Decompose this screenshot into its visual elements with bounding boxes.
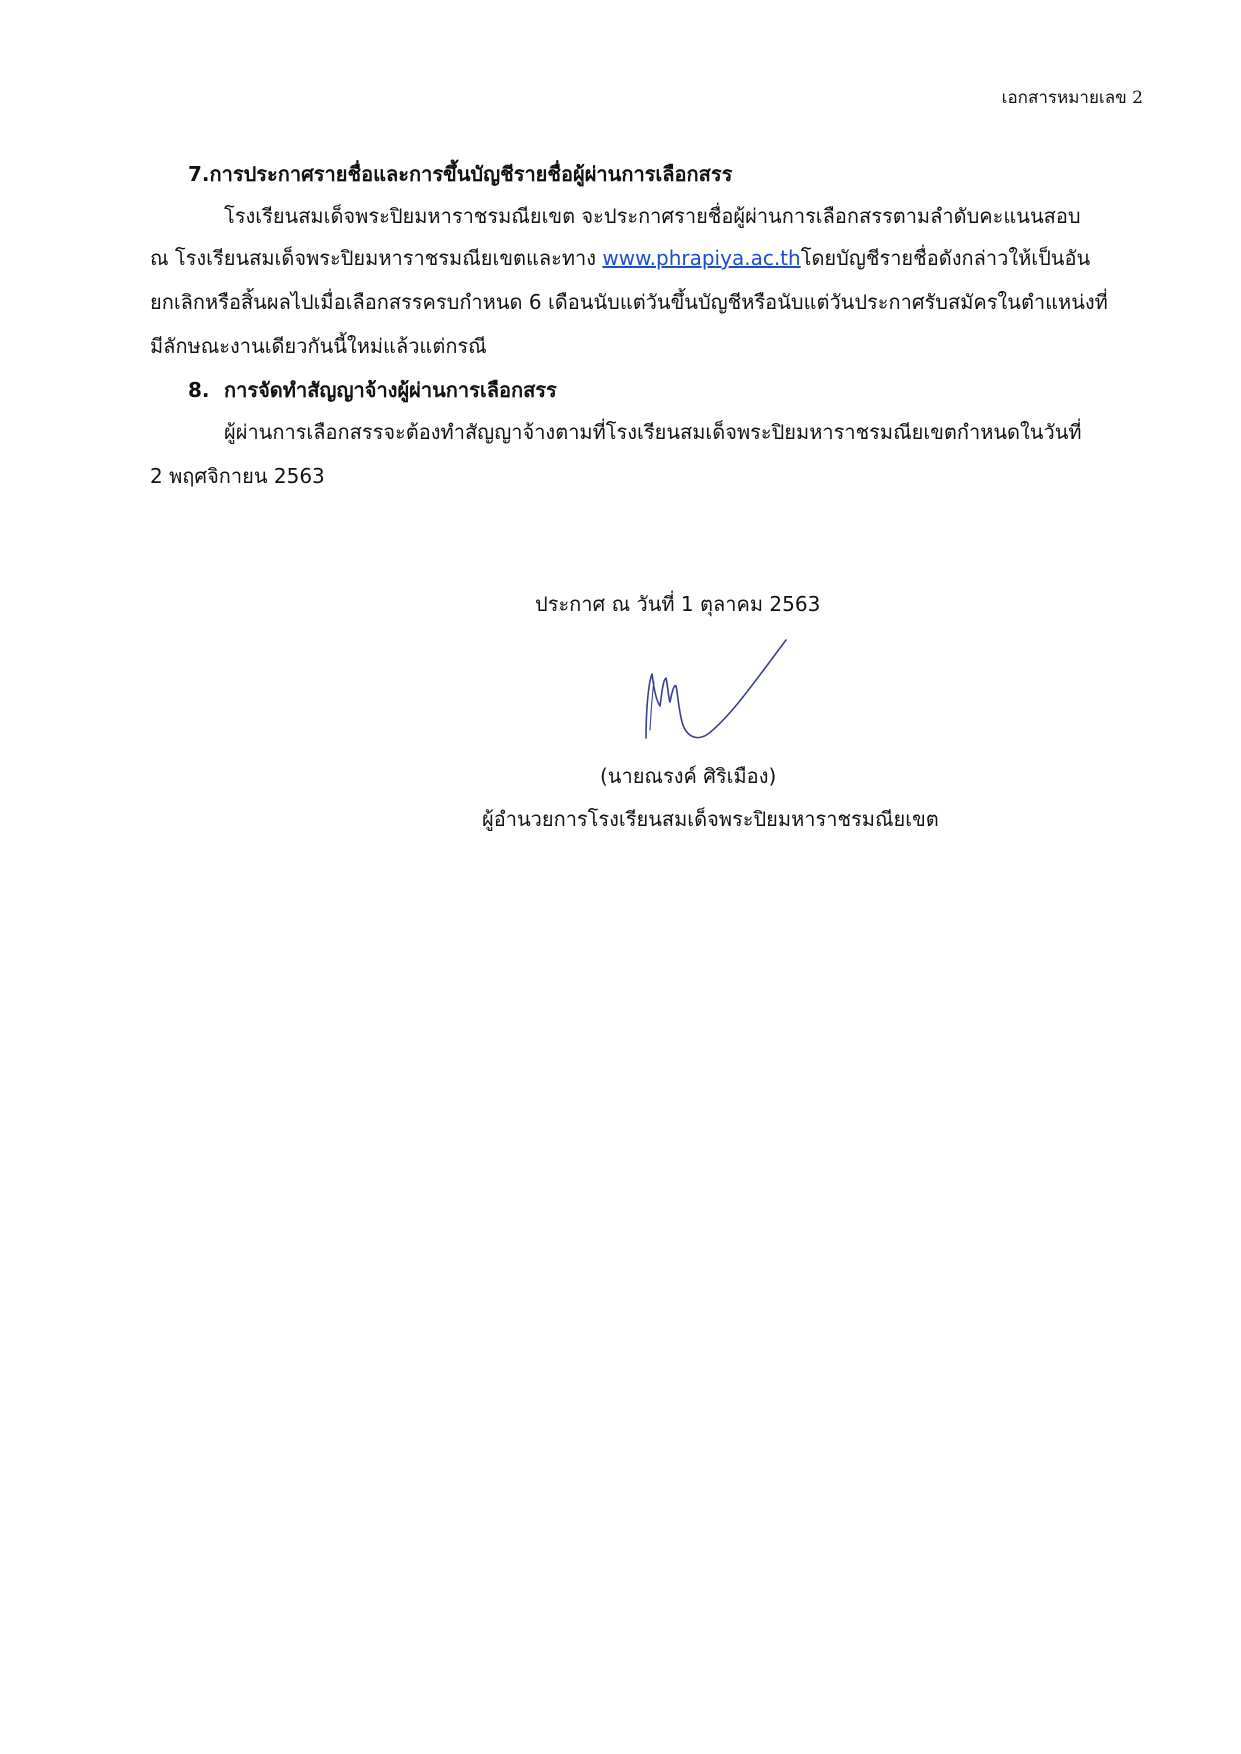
section8-heading: [188, 374, 557, 406]
section7-line3: ยกเลิกหรือสิ้นผลไปเมื่อเลือกสรรครบกำหนด 6 เดือนนับแต่วันขึ้นบัญชีหรือนับแต่วันประกาศรับสมัครในตำแหน่งที่: [150, 290, 1108, 314]
section8-line2: 2 พฤศจิกายน 2563: [150, 464, 325, 488]
section7-line4: มีลักษณะงานเดียวกันนี้ใหม่แล้วแต่กรณี: [150, 334, 487, 358]
section8-line1: ผู้ผ่านการเลือกสรรจะต้องทำสัญญาจ้างตามที่โรงเรียนสมเด็จพระปิยมหาราชรมณียเขตกำหนดในวันที่: [224, 420, 1082, 444]
section7-line2-after: โดยบัญชีรายชื่อดังกล่าวให้เป็นอัน: [800, 246, 1091, 270]
section7-line2: [150, 242, 1090, 274]
signer-title: ผู้อำนวยการโรงเรียนสมเด็จพระปิยมหาราชรมณียเขต: [482, 807, 939, 831]
handwritten-signature: [636, 634, 796, 752]
section7-heading: 7.การประกาศรายชื่อและการขึ้นบัญชีรายชื่อผู้ผ่านการเลือกสรร: [188, 162, 733, 186]
page-label: เอกสารหมายเลข 2: [1001, 88, 1143, 108]
signer-name: (นายณรงค์ ศิริเมือง): [600, 764, 777, 788]
section8-heading-text: การจัดทำสัญญาจ้างผู้ผ่านการเลือกสรร: [224, 378, 557, 402]
section7-line2-before: ณ โรงเรียนสมเด็จพระปิยมหาราชรมณียเขตและทาง: [150, 246, 603, 270]
section8-number: 8.: [188, 378, 210, 402]
announce-date: ประกาศ ณ วันที่ 1 ตุลาคม 2563: [535, 592, 821, 616]
school-website-link[interactable]: www.phrapiya.ac.th: [602, 246, 801, 270]
section7-line1: โรงเรียนสมเด็จพระปิยมหาราชรมณียเขต จะประกาศรายชื่อผู้ผ่านการเลือกสรรตามลำดับคะแนนสอบ: [224, 204, 1081, 228]
